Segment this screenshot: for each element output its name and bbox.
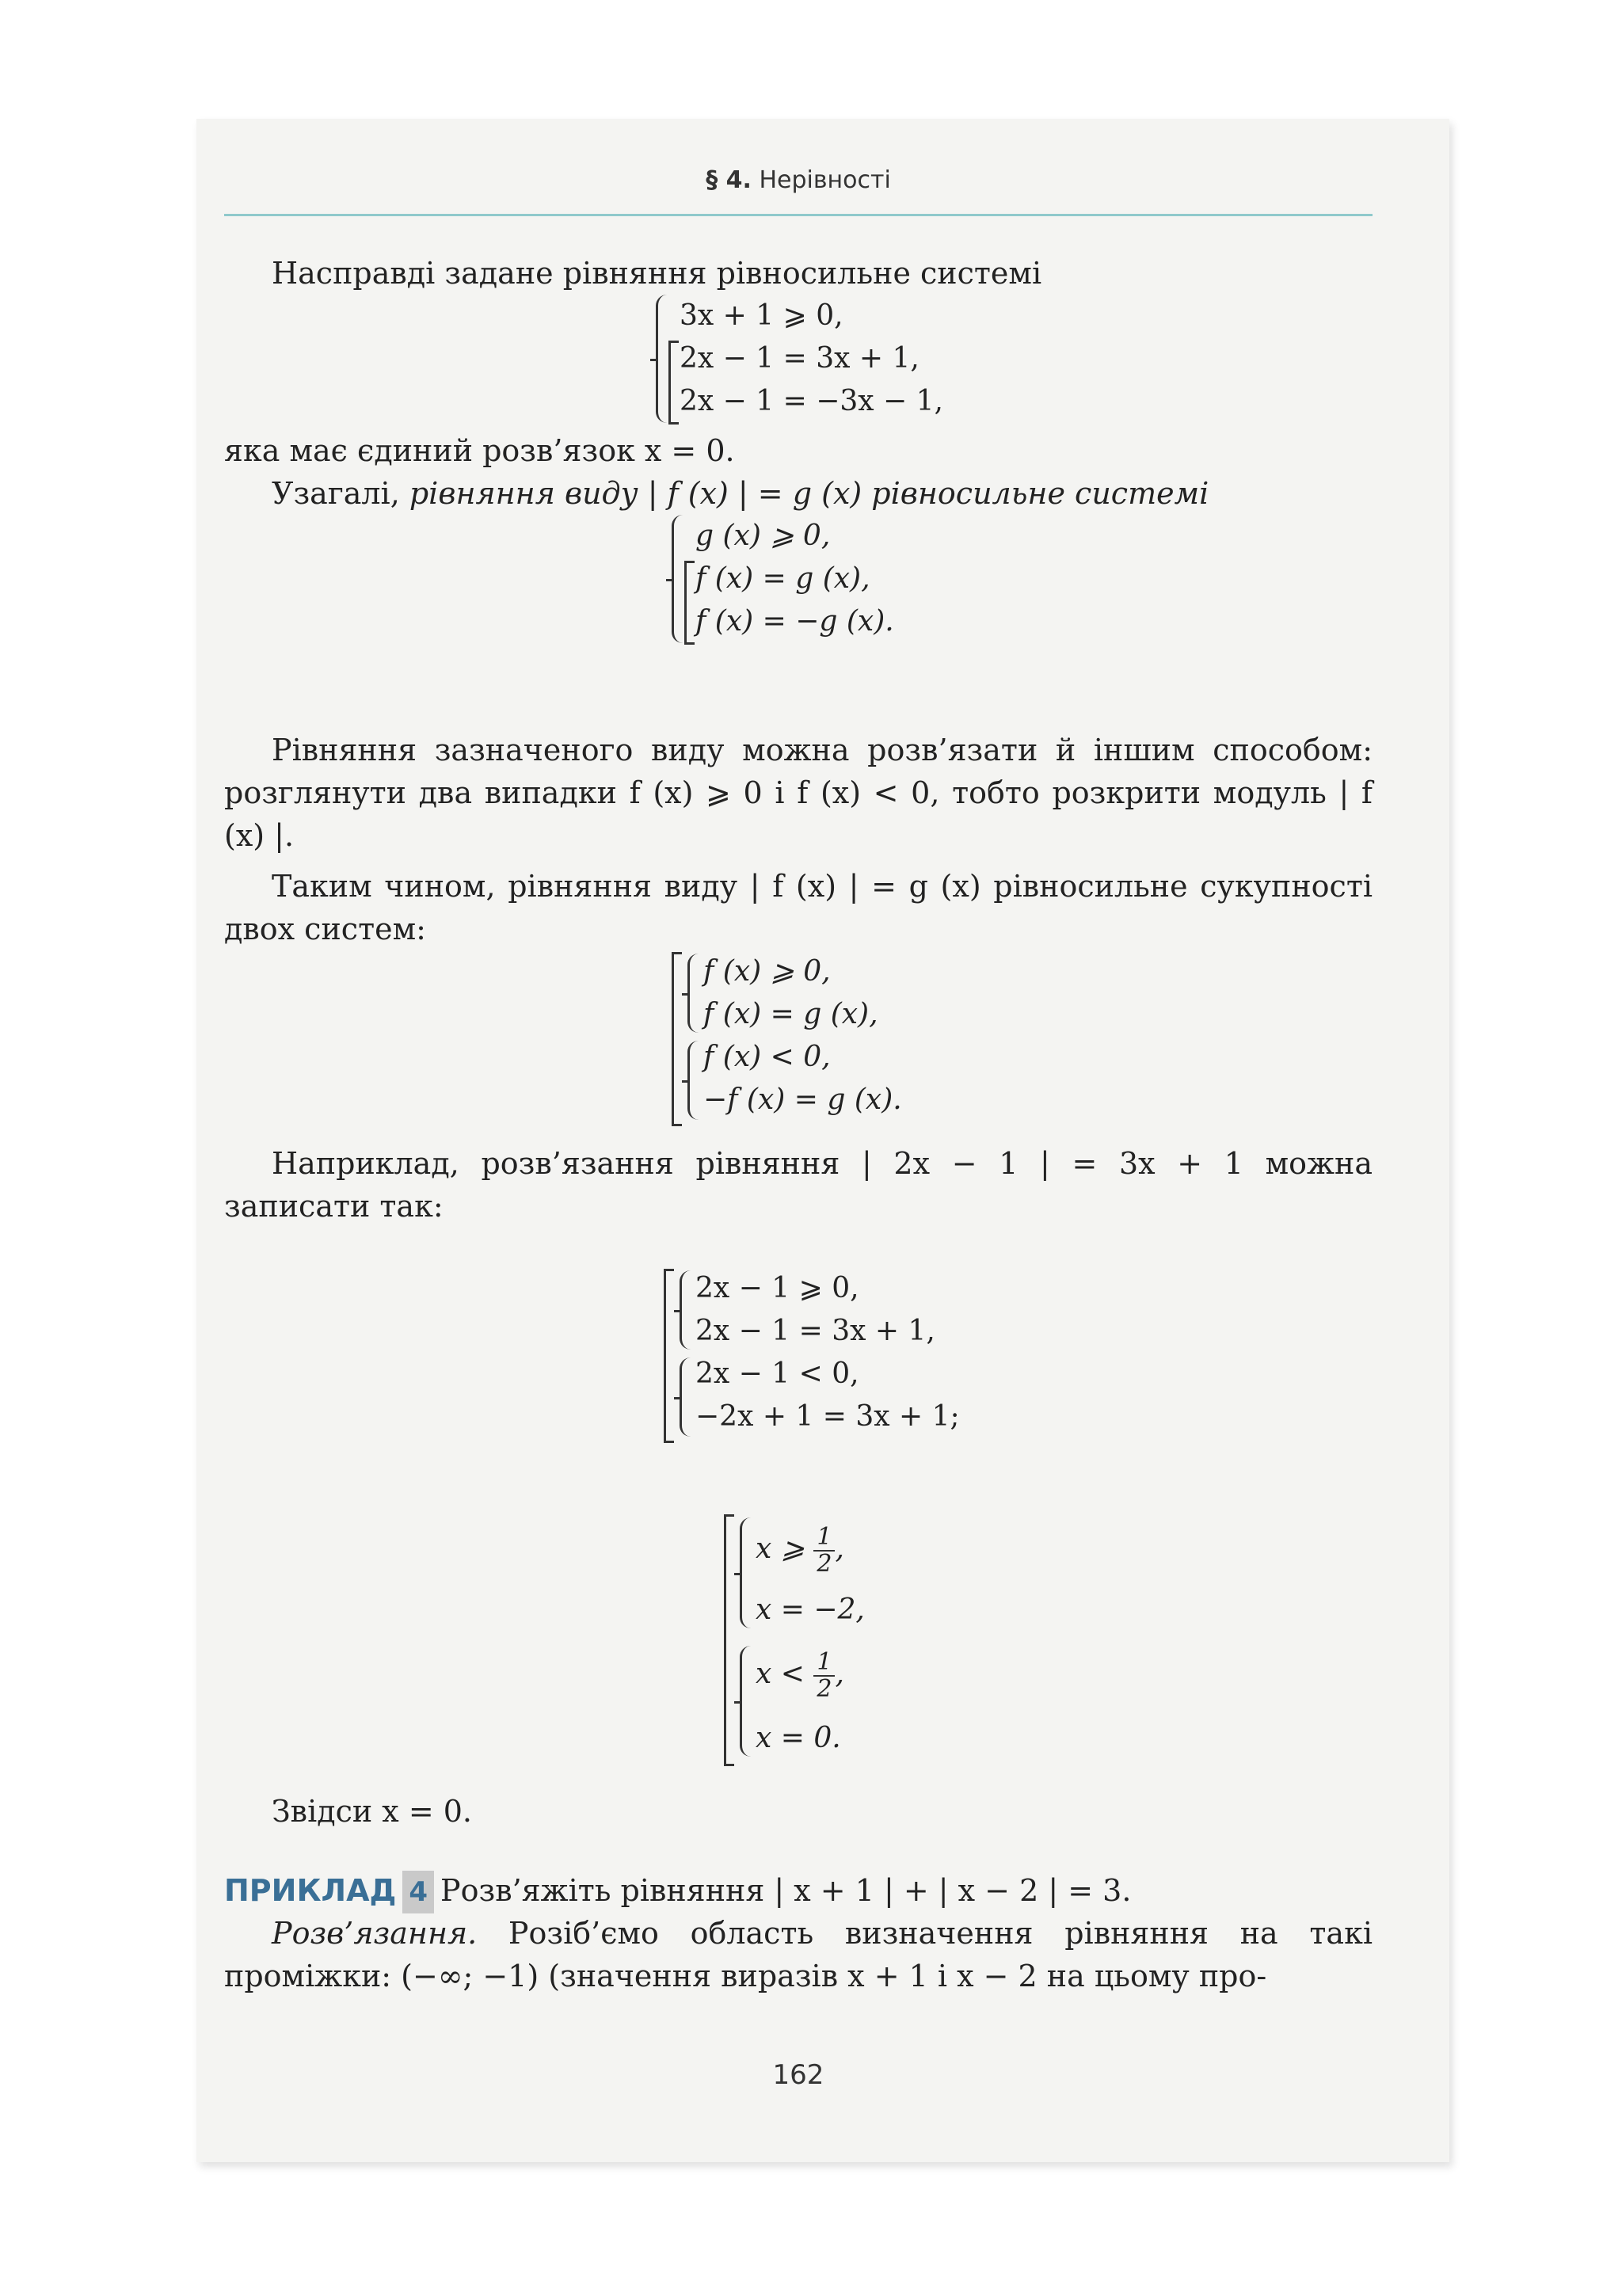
curly-brace xyxy=(687,1041,701,1120)
fraction xyxy=(813,1525,835,1577)
fraction-numerator: 1 xyxy=(813,1525,835,1552)
page-number: 162 xyxy=(772,2059,824,2091)
book-page xyxy=(196,119,1449,2162)
curly-brace xyxy=(740,1646,753,1757)
fraction-denominator: 2 xyxy=(817,1550,832,1578)
system-3-line: f (x) ⩾ 0, xyxy=(703,955,831,988)
inequality-text: , xyxy=(835,1533,844,1565)
running-header xyxy=(224,166,1373,194)
system-4 xyxy=(664,1267,996,1441)
paragraph-5: Таким чином, рівняння виду | f (x) | = g (x) рівносильне сукупності двох систем: xyxy=(224,869,1373,946)
system-1-line: 2x − 1 = −3x − 1, xyxy=(680,385,943,417)
system-5-line: x = 0. xyxy=(756,1722,841,1754)
system-5-line xyxy=(756,1514,865,1584)
system-2-line: f (x) = −g (x). xyxy=(695,605,894,638)
paragraph-8-text: Розіб’ємо область визначення рівняння на такі проміжки: (−∞; −1) (значення виразів x + 1 і x − 2 на цьому про- xyxy=(224,1916,1373,1993)
system-4-line: 2x − 1 < 0, xyxy=(695,1357,859,1390)
curly-brace xyxy=(680,1357,693,1437)
system-3-line: f (x) < 0, xyxy=(703,1041,831,1073)
system-5-line: x = −2, xyxy=(756,1593,865,1626)
system-1-line: 3x + 1 ⩾ 0, xyxy=(680,299,843,332)
curly-brace xyxy=(672,515,685,643)
system-2 xyxy=(672,515,988,643)
system-1-line: 2x − 1 = 3x + 1, xyxy=(680,342,920,375)
solution-label: Розв’язання. xyxy=(272,1916,478,1951)
square-bracket xyxy=(684,561,695,645)
curly-brace xyxy=(680,1270,693,1350)
fraction-denominator: 2 xyxy=(817,1675,832,1703)
example-task: Розв’яжіть рівняння | x + 1 | + | x − 2 | = 3. xyxy=(440,1873,1132,1908)
paragraph-3 xyxy=(224,472,1373,515)
inequality-text: x < xyxy=(756,1658,814,1690)
section-number: § 4. xyxy=(706,166,752,194)
square-bracket xyxy=(664,1269,674,1443)
header-rule xyxy=(224,214,1373,216)
paragraph-4: Рівняння зазначеного виду можна розв’язати й іншим способом: розглянути два випадки f (x) ⩾ 0 і f (x) < 0, тобто розкрити модуль | f (x) |. xyxy=(224,733,1373,853)
fraction xyxy=(813,1650,835,1702)
curly-brace xyxy=(740,1517,753,1628)
fraction-numerator: 1 xyxy=(813,1650,835,1677)
system-5 xyxy=(724,1514,1009,1765)
system-5-line xyxy=(756,1636,865,1712)
paragraph-1: Насправді задане рівняння рівносильне системі xyxy=(272,256,1042,291)
square-bracket xyxy=(724,1514,734,1766)
paragraph-3-italic: рівняння виду | f (x) | = g (x) рівносильне системі xyxy=(409,476,1209,511)
example-heading xyxy=(224,1869,1373,1913)
system-4-line: 2x − 1 ⩾ 0, xyxy=(695,1272,859,1304)
system-3-line: −f (x) = g (x). xyxy=(703,1083,902,1116)
inequality-text: x ⩾ xyxy=(756,1533,814,1565)
curly-brace xyxy=(656,295,669,423)
section-title: Нерівності xyxy=(759,166,891,194)
system-2-line: f (x) = g (x), xyxy=(695,562,870,595)
system-1 xyxy=(656,295,973,423)
system-3 xyxy=(672,950,988,1125)
paragraph-8 xyxy=(224,1912,1373,1997)
example-label: ПРИКЛАД xyxy=(224,1873,397,1908)
paragraph-6: Наприклад, розв’язання рівняння | 2x − 1 | = 3x + 1 можна записати так: xyxy=(224,1146,1373,1224)
system-4-line: −2x + 1 = 3x + 1; xyxy=(695,1400,960,1433)
square-bracket xyxy=(668,341,679,425)
system-4-line: 2x − 1 = 3x + 1, xyxy=(695,1315,935,1347)
example-number: 4 xyxy=(402,1871,434,1913)
paragraph-3-text: Узагалі, xyxy=(272,476,409,511)
system-2-line: g (x) ⩾ 0, xyxy=(695,520,831,552)
paragraph-2: яка має єдиний розв’язок x = 0. xyxy=(224,433,735,468)
curly-brace xyxy=(687,954,701,1033)
inequality-text: , xyxy=(835,1658,844,1690)
system-3-line: f (x) = g (x), xyxy=(703,998,878,1030)
square-bracket xyxy=(672,952,682,1126)
paragraph-7: Звідси x = 0. xyxy=(272,1794,472,1829)
